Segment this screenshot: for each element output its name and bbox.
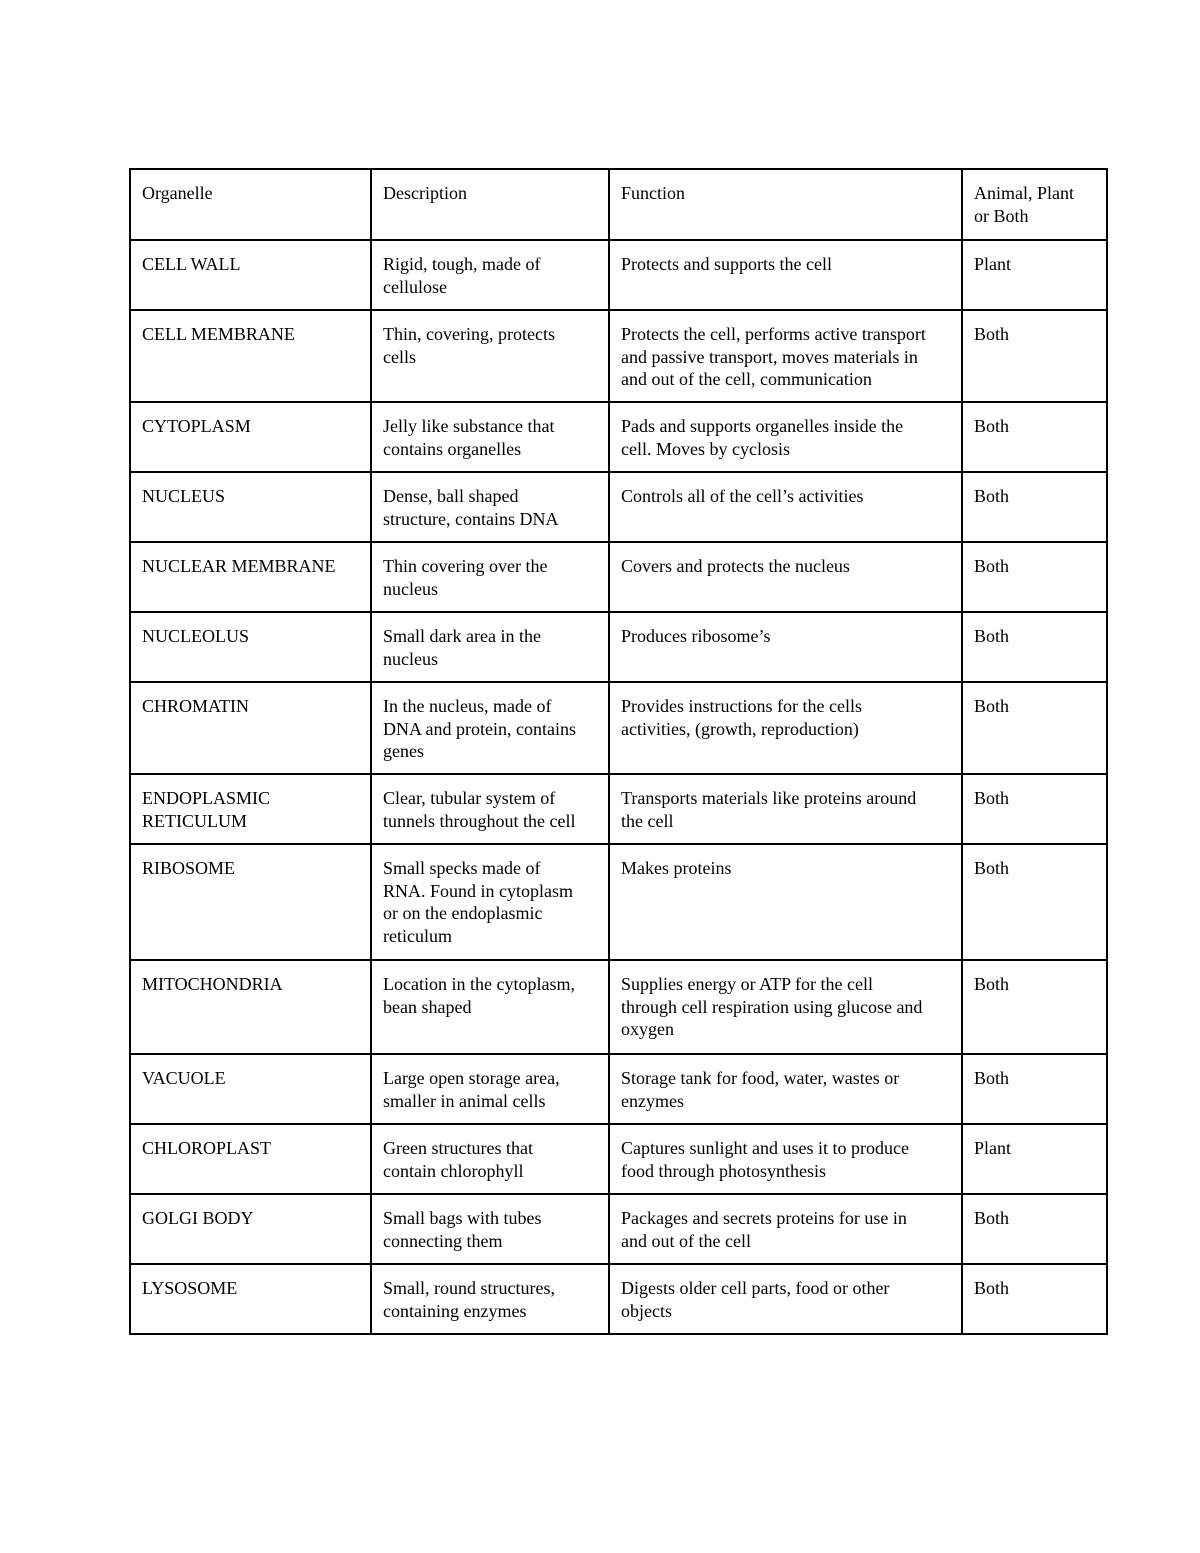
cell-type: Plant <box>962 1124 1107 1194</box>
cell-organelle: CYTOPLASM <box>130 402 371 472</box>
cell-type: Both <box>962 542 1107 612</box>
table-row <box>130 1264 1107 1334</box>
cell-function: Covers and protects the nucleus <box>609 542 962 612</box>
table-row <box>130 844 1107 960</box>
header-description: Description <box>371 169 609 240</box>
table-body <box>130 169 1107 1334</box>
table-row <box>130 542 1107 612</box>
cell-type: Both <box>962 310 1107 402</box>
cell-function: Captures sunlight and uses it to produce food through photosynthesis <box>609 1124 962 1194</box>
cell-function: Protects the cell, performs active transport and passive transport, moves materials in and out of the cell, communication <box>609 310 962 402</box>
cell-description: Jelly like substance that contains organelles <box>371 402 609 472</box>
cell-organelle: RIBOSOME <box>130 844 371 960</box>
cell-organelle: ENDOPLASMIC RETICULUM <box>130 774 371 844</box>
cell-organelle: CHLOROPLAST <box>130 1124 371 1194</box>
cell-description: Large open storage area, smaller in animal cells <box>371 1054 609 1124</box>
cell-description: Location in the cytoplasm, bean shaped <box>371 960 609 1054</box>
organelle-table <box>129 168 1108 1335</box>
table-row <box>130 1124 1107 1194</box>
header-type: Animal, Plant or Both <box>962 169 1107 240</box>
header-row <box>130 169 1107 240</box>
cell-function: Controls all of the cell’s activities <box>609 472 962 542</box>
cell-type: Both <box>962 682 1107 774</box>
cell-type: Both <box>962 612 1107 682</box>
cell-function: Packages and secrets proteins for use in and out of the cell <box>609 1194 962 1264</box>
table-row <box>130 612 1107 682</box>
cell-description: Thin, covering, protects cells <box>371 310 609 402</box>
cell-type: Both <box>962 774 1107 844</box>
cell-organelle: MITOCHONDRIA <box>130 960 371 1054</box>
cell-type: Both <box>962 960 1107 1054</box>
table-row <box>130 1054 1107 1124</box>
cell-description: Small bags with tubes connecting them <box>371 1194 609 1264</box>
cell-organelle: NUCLEUS <box>130 472 371 542</box>
cell-description: Thin covering over the nucleus <box>371 542 609 612</box>
cell-description: Clear, tubular system of tunnels throughout the cell <box>371 774 609 844</box>
cell-description: In the nucleus, made of DNA and protein, contains genes <box>371 682 609 774</box>
header-organelle: Organelle <box>130 169 371 240</box>
table-row <box>130 240 1107 310</box>
table-row <box>130 682 1107 774</box>
cell-description: Rigid, tough, made of cellulose <box>371 240 609 310</box>
cell-type: Plant <box>962 240 1107 310</box>
cell-function: Produces ribosome’s <box>609 612 962 682</box>
table-row <box>130 310 1107 402</box>
cell-type: Both <box>962 402 1107 472</box>
cell-function: Supplies energy or ATP for the cell through cell respiration using glucose and oxygen <box>609 960 962 1054</box>
header-function: Function <box>609 169 962 240</box>
cell-function: Provides instructions for the cells activities, (growth, reproduction) <box>609 682 962 774</box>
cell-function: Digests older cell parts, food or other objects <box>609 1264 962 1334</box>
cell-type: Both <box>962 472 1107 542</box>
cell-organelle: CELL MEMBRANE <box>130 310 371 402</box>
cell-function: Protects and supports the cell <box>609 240 962 310</box>
cell-type: Both <box>962 1194 1107 1264</box>
cell-organelle: CELL WALL <box>130 240 371 310</box>
cell-function: Pads and supports organelles inside the cell. Moves by cyclosis <box>609 402 962 472</box>
cell-organelle: LYSOSOME <box>130 1264 371 1334</box>
table-row <box>130 1194 1107 1264</box>
cell-type: Both <box>962 1054 1107 1124</box>
cell-organelle: GOLGI BODY <box>130 1194 371 1264</box>
cell-type: Both <box>962 1264 1107 1334</box>
cell-organelle: VACUOLE <box>130 1054 371 1124</box>
cell-description: Small specks made of RNA. Found in cytoplasm or on the endoplasmic reticulum <box>371 844 609 960</box>
cell-type: Both <box>962 844 1107 960</box>
cell-description: Small dark area in the nucleus <box>371 612 609 682</box>
cell-description: Small, round structures, containing enzymes <box>371 1264 609 1334</box>
cell-function: Storage tank for food, water, wastes or enzymes <box>609 1054 962 1124</box>
cell-description: Green structures that contain chlorophyll <box>371 1124 609 1194</box>
cell-function: Transports materials like proteins around the cell <box>609 774 962 844</box>
cell-description: Dense, ball shaped structure, contains DNA <box>371 472 609 542</box>
cell-organelle: CHROMATIN <box>130 682 371 774</box>
cell-function: Makes proteins <box>609 844 962 960</box>
cell-organelle: NUCLEAR MEMBRANE <box>130 542 371 612</box>
cell-organelle: NUCLEOLUS <box>130 612 371 682</box>
table-row <box>130 402 1107 472</box>
table-row <box>130 774 1107 844</box>
table-row <box>130 472 1107 542</box>
table-row <box>130 960 1107 1054</box>
